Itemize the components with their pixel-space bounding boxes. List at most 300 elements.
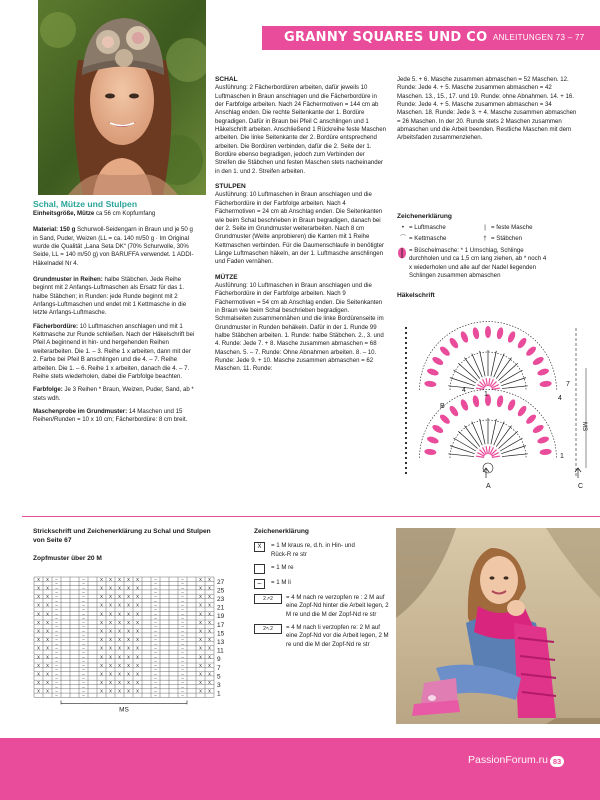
grid-symbol: X (127, 637, 130, 643)
grid-symbol: X (136, 645, 139, 651)
grid-symbol: – (154, 589, 157, 595)
bobble-stitch (496, 395, 504, 408)
grid-symbol: – (82, 581, 85, 587)
grid-symbol: – (55, 645, 58, 651)
mutze-heading: MÜTZE (215, 273, 238, 281)
grid-symbol: – (181, 607, 184, 612)
grid-symbol: – (55, 637, 58, 643)
grid-symbol: X (118, 645, 121, 651)
grid-symbol: – (55, 675, 58, 681)
left-chain-dot (405, 457, 407, 459)
grid-symbol: – (154, 645, 157, 651)
grid-symbol: X (118, 585, 121, 591)
grid-symbol: X (118, 671, 121, 677)
grid-symbol: – (82, 654, 85, 660)
grid-symbol: X (109, 585, 112, 591)
grid-symbol: X (118, 654, 121, 660)
stitch-line (502, 454, 528, 457)
grid-symbol: X (109, 602, 112, 608)
left-chain-dot (405, 347, 407, 349)
grid-symbol: – (82, 645, 85, 651)
grid-symbol: X (136, 662, 139, 668)
grid-symbol: X (199, 645, 202, 651)
bobble-stitch (472, 327, 480, 340)
inner-ray (486, 378, 487, 386)
grid-symbol: – (55, 602, 58, 608)
grid-symbol: X (199, 628, 202, 634)
grid-symbol: X (127, 662, 130, 668)
links-symbol: – (254, 579, 265, 589)
knit-legend-row-2 (254, 564, 389, 574)
right-column (397, 76, 577, 143)
bobble-stitch (496, 327, 504, 340)
left-chain-dot (405, 427, 407, 429)
grid-symbol: X (109, 576, 112, 582)
grid-symbol: X (37, 628, 40, 634)
left-chain-dot (405, 397, 407, 399)
left-chain-dot (405, 447, 407, 449)
crochet-legend-title: Zeichenerklärung (397, 213, 452, 220)
left-chain-dot (405, 417, 407, 419)
grid-symbol: – (154, 615, 157, 621)
row-label-4: 4 (462, 387, 466, 394)
zopf-rechts-label: = 4 M nach re verzopfen re : 2 M auf eine Zopf-Nd hinter die Arbeit legen, 2 M re und die M der Zopf-Nd re str (286, 594, 389, 618)
rechts-symbol (254, 564, 265, 574)
grid-symbol: X (127, 654, 130, 660)
grid-symbol: – (82, 589, 85, 595)
grid-symbol: – (181, 662, 184, 668)
grid-symbol: – (82, 576, 85, 582)
footer-bar (0, 738, 600, 800)
grid-symbol: X (37, 594, 40, 600)
grid-symbol: – (55, 589, 58, 595)
project-title: Schal, Mütze und Stulpen (33, 199, 138, 209)
grid-symbol: – (154, 576, 157, 582)
grid-symbol: – (82, 684, 85, 690)
row-number: 9 (217, 656, 221, 664)
grid-symbol: – (181, 667, 184, 673)
left-chain-dot (405, 337, 407, 339)
grid-symbol: – (154, 624, 157, 630)
grid-symbol: X (199, 611, 202, 617)
grid-symbol: X (46, 688, 49, 694)
size-text: ca 56 cm Kopfumfang (94, 210, 156, 217)
grid-symbol: – (82, 624, 85, 630)
bueschel-icon (397, 247, 409, 280)
grid-symbol: – (82, 680, 85, 686)
left-chain-dot (405, 407, 407, 409)
mutze-continued-text: Jede 5. + 6. Masche zusammen abmaschen = 52 Maschen. 12. Runde: Jede 4. + 5. Masche zusammen abmaschen = 42 Maschen. 13., 15., 17. und 19. Runde: ohne Abnahmen. 14. + 16. Runde: Jede 4. + 5. Masche zusammen abmaschen = 34 Maschen. 18. Runde: Jede 3. + 4. Masche zusammen abmaschen = 26 Maschen. In der 20. Runde stets 2 Maschen zusammen abmaschen und die Arbeit beenden. Restliche Maschen mit dem Arbeitsfaden zusammenziehen. (397, 76, 577, 142)
row-number: 13 (217, 639, 225, 646)
rechts-label: = 1 M re (271, 564, 294, 572)
left-chain-dot (405, 432, 407, 434)
grid-symbol: – (154, 667, 157, 673)
kettmasche-symbol: ⌒ (399, 234, 407, 242)
grid-symbol: X (118, 594, 121, 600)
grid-symbol: X (100, 654, 103, 660)
legend-row-1 (397, 224, 577, 232)
grid-symbol: – (154, 581, 157, 587)
grid-symbol: – (181, 671, 184, 677)
grid-symbol: X (37, 619, 40, 625)
schal-heading: SCHAL (215, 76, 238, 83)
grid-symbol: – (154, 684, 157, 690)
grid-symbol: X (136, 637, 139, 643)
grid-symbol: – (55, 611, 58, 617)
left-chain-dot (405, 342, 407, 344)
grid-symbol: X (136, 688, 139, 694)
stulpen-heading: STULPEN (215, 183, 246, 191)
row-number: 25 (217, 587, 225, 595)
grid-symbol: X (109, 611, 112, 617)
inner-ray (476, 388, 484, 389)
grid-symbol: – (181, 598, 184, 604)
grid-symbol: X (100, 576, 103, 582)
grid-symbol: – (181, 688, 184, 694)
grid-symbol: – (154, 598, 157, 604)
bueschel-label: = Büschelmasche: * 1 Umschlag, Schlinge durchholen und ca 1,5 cm lang ziehen, ab * noch 4 x wiederholen und alle auf der Nadel liegenden Schlingen zusammen abmaschen (409, 247, 547, 280)
crochet-chart (400, 318, 590, 496)
grid-symbol: – (82, 650, 85, 655)
stitch-line (502, 386, 528, 389)
bobble-stitch (516, 404, 528, 417)
row-number: 11 (217, 647, 224, 655)
bobble-stitch (426, 367, 439, 376)
grid-symbol: – (82, 607, 85, 612)
row-number: 1 (217, 690, 221, 698)
grid-symbol: – (55, 662, 58, 668)
grid-symbol: – (55, 632, 58, 638)
zopf-links-label: = 4 M nach li verzopfen re: 2 M auf eine Zopf-Nd vor die Arbeit legen, 2 M re und die M der Zopf-Nd re str (286, 624, 389, 648)
grid-symbol: – (55, 641, 58, 647)
feste-masche-symbol: | (484, 224, 486, 232)
left-chain-dot (405, 467, 407, 469)
grid-symbol: – (181, 693, 184, 698)
grid-symbol: X (127, 619, 130, 625)
knit-legend-row-3 (254, 579, 389, 589)
row-number: 3 (217, 682, 221, 689)
grid-symbol: X (136, 680, 139, 686)
grid-symbol: X (208, 602, 211, 608)
grid-symbol: X (118, 611, 121, 617)
grid-symbol: – (181, 641, 184, 647)
grid-symbol: X (118, 688, 121, 694)
staebchen-label: = Stäbchen (491, 234, 523, 242)
grid-symbol: – (181, 675, 184, 681)
grid-symbol: X (100, 619, 103, 625)
grid-symbol: X (127, 611, 130, 617)
grid-symbol: – (154, 662, 157, 668)
grid-symbol: – (154, 628, 157, 634)
grid-symbol: X (127, 628, 130, 634)
grid-symbol: X (100, 637, 103, 643)
row-label-1: 1 (484, 391, 488, 398)
kraus-label: = 1 M kraus re, d.h. in Hin- und Rück-R re str (271, 542, 355, 558)
left-chain-dot (405, 367, 407, 369)
grid-symbol: X (208, 611, 211, 617)
grid-symbol: X (100, 611, 103, 617)
material-text: Schurwoll-Seidengarn in Braun und je 50 g in Sand, Puder, Weizen (LL = ca. 140 m/50 g · Im Original wurde die Qualität „Lana Seta DK“ (70% Schurwolle, 30% Seide, LL = 140 m/50 g) von BARUFFA verwendet. 1 ADDI-Häkelnadel Nr 4. (33, 226, 194, 267)
bobble-stitch (532, 423, 545, 434)
grid-symbol: X (136, 585, 139, 591)
grid-symbol: X (199, 680, 202, 686)
knitting-chart (30, 573, 245, 713)
grid-symbol: – (154, 611, 157, 617)
grid-symbol: X (136, 594, 139, 600)
left-chain-dot (405, 402, 407, 404)
grid-symbol: X (109, 594, 112, 600)
grid-symbol: X (118, 576, 121, 582)
stitch-line (501, 446, 526, 454)
facher-text: 10 Luftmaschen anschlagen und mit 1 Kettmasche zur Runde schließen. Nach der Häkelschrift bei Pfeil A beginnend in hin- und hergehenden Reihen weiterarbeiten. Die 1. – 3. Reihe 1 x arbeiten, dann mit der 2. Farbe bei Pfeil B anschlingen und die 4. – 7. Reihe arbeiten. Die 1. – 6. Reihe 1 x arbeiten, danach die 4. – 7. Reihe stets wiederholen, dabei die Farbfolge beachten. (33, 322, 195, 380)
grid-symbol: X (46, 662, 49, 668)
bobble-stitch (516, 336, 528, 349)
material-label: Material: 150 g (33, 226, 76, 234)
grid-symbol: – (82, 675, 85, 681)
luftmasche-label: = Luftmasche (409, 224, 446, 232)
grid-symbol: – (82, 632, 85, 638)
inner-ray (489, 446, 490, 454)
bobble-stitch (537, 367, 550, 376)
probe-text: 14 Maschen und 15 Reihen/Runden = 10 x 10 cm; Fächerbordüre: 8 cm breit. (33, 407, 188, 424)
ring-start (483, 463, 493, 473)
legend-row-2 (397, 235, 577, 243)
grid-symbol: – (154, 641, 157, 647)
grid-symbol: – (181, 615, 184, 621)
bottom-title: Strickschrift und Zeichenerklärung zu Schal und Stulpen von Seite 67 (33, 528, 211, 544)
grid-symbol: X (208, 619, 211, 625)
knitting-legend (254, 528, 389, 649)
grid-symbol: X (199, 671, 202, 677)
grid-symbol: X (46, 611, 49, 617)
grid-symbol: X (46, 654, 49, 660)
grid-symbol: X (127, 645, 130, 651)
grid-symbol: X (199, 688, 202, 694)
grid-symbol: X (46, 619, 49, 625)
grid-symbol: – (82, 637, 85, 643)
page-number: 83 (550, 756, 564, 767)
row-number-1: 1 (560, 453, 564, 460)
grid-symbol: X (127, 594, 130, 600)
bobble-stitch (438, 345, 451, 357)
left-chain-dot (405, 387, 407, 389)
grid-symbol: – (82, 598, 85, 604)
grid-symbol: – (181, 585, 184, 591)
grid-symbol: – (55, 585, 58, 591)
grid-symbol: X (118, 662, 121, 668)
grid-symbol: – (82, 611, 85, 617)
grid-symbol: – (55, 688, 58, 694)
chart-title: Häkelschrift (397, 292, 435, 300)
grid-symbol: – (154, 594, 157, 600)
grid-symbol: X (109, 619, 112, 625)
bobble-stitch (506, 330, 516, 343)
grid-symbol: – (181, 611, 184, 617)
hat-photo (38, 0, 206, 195)
grid-symbol: X (136, 576, 139, 582)
grid-symbol: X (100, 662, 103, 668)
grid-symbol: X (37, 585, 40, 591)
grid-symbol: X (208, 585, 211, 591)
grid-symbol: – (82, 671, 85, 677)
zopf-links-symbol: 2↖2 (254, 624, 282, 634)
grid-symbol: X (109, 688, 112, 694)
grid-symbol: – (55, 619, 58, 625)
grid-symbol: – (55, 598, 58, 604)
luftmasche-symbol: • (401, 224, 405, 232)
feste-masche-label: = feste Masche (491, 224, 533, 232)
grid-symbol: X (109, 671, 112, 677)
grid-symbol: – (154, 654, 157, 660)
grid-symbol: X (100, 671, 103, 677)
grid-symbol: X (199, 602, 202, 608)
knit-legend-row-1 (254, 542, 389, 559)
left-chain-dot (405, 362, 407, 364)
grid-symbol: X (37, 602, 40, 608)
grid-symbol: – (154, 619, 157, 625)
grid-symbol: X (208, 654, 211, 660)
grid-symbol: – (55, 581, 58, 587)
grid-symbol: – (181, 589, 184, 595)
grid-symbol: X (136, 654, 139, 660)
bobble-stitch (459, 330, 469, 343)
grid-symbol: – (55, 615, 58, 621)
grid-symbol: – (55, 628, 58, 634)
grid-symbol: X (208, 671, 211, 677)
inner-ray (492, 456, 500, 457)
grid-symbol: X (136, 619, 139, 625)
grid-symbol: – (82, 615, 85, 621)
left-chain-dot (405, 372, 407, 374)
kraus-symbol: X (254, 542, 265, 552)
left-chain-dot (405, 382, 407, 384)
grid-symbol: X (208, 637, 211, 643)
grid-symbol: X (46, 680, 49, 686)
row-number: 5 (217, 673, 221, 681)
grid-symbol: X (199, 594, 202, 600)
stitch-line (448, 454, 474, 457)
grid-symbol: – (82, 594, 85, 600)
grid-symbol: X (46, 602, 49, 608)
row-number: 19 (217, 613, 225, 621)
bobble-stitch (539, 448, 552, 455)
grid-symbol: – (181, 602, 184, 608)
grid-symbol: X (127, 576, 130, 582)
grid-symbol: X (208, 576, 211, 582)
left-chain-dot (405, 332, 407, 334)
grid-symbol: X (136, 628, 139, 634)
header-banner (262, 26, 600, 50)
grid-symbol: X (46, 594, 49, 600)
grid-symbol: – (181, 645, 184, 651)
grid-symbol: X (118, 637, 121, 643)
grid-symbol: – (82, 658, 85, 664)
left-column (33, 199, 195, 430)
grid-symbol: X (37, 680, 40, 686)
links-label: = 1 M li (271, 579, 291, 587)
grid-symbol: X (37, 671, 40, 677)
row-number: 15 (217, 630, 225, 638)
grid-symbol: X (118, 602, 121, 608)
stitch-line (450, 378, 475, 386)
grid-symbol: X (109, 645, 112, 651)
probe-label: Maschenprobe im Grundmuster: (33, 407, 128, 415)
grid-symbol: X (199, 585, 202, 591)
row-number-7: 7 (566, 381, 570, 388)
stulpen-text: Ausführung: 10 Luftmaschen in Braun anschlagen und die Fächerbordüre in der Farbfolge arbeiten. Nach 4 Fächermotiven = 24 cm ab Anschlag enden. Die Seitenkanten wie beim Schal beschrieben in Braun begradigen, danach bei der 2. Seite im Grundmuster weiterarbeiten. Nach 8 cm Grundmuster (Weite anprobieren) die Kanten mit 1 Reihe Kettmaschen verbinden. Für die Daumenschlaufe in benötigter Länge Luftmaschen häkeln, an der 1. Luftmasche anschlingen und Faden vernähen. (215, 191, 385, 266)
grid-symbol: – (55, 624, 58, 630)
grid-symbol: X (46, 585, 49, 591)
bobble-stitch (472, 395, 480, 408)
grid-symbol: – (181, 680, 184, 686)
bobble-stitch (431, 355, 444, 366)
grid-symbol: – (55, 693, 58, 698)
grid-symbol: X (136, 611, 139, 617)
farbfolge-text: Je 3 Reihen * Braun, Weizen, Puder, Sand, ab * stets wdh. (33, 386, 194, 402)
grid-symbol: X (37, 654, 40, 660)
stitch-line (501, 378, 526, 386)
grid-symbol: X (37, 662, 40, 668)
bobble-stitch (438, 413, 451, 425)
row-number: 7 (217, 664, 221, 672)
grid-symbol: X (118, 680, 121, 686)
grid-symbol: X (127, 688, 130, 694)
grid-symbol: X (208, 662, 211, 668)
grid-symbol: X (100, 602, 103, 608)
left-chain-dot (405, 462, 407, 464)
grid-symbol: – (82, 628, 85, 634)
bottom-heading (33, 528, 223, 563)
girl-photo (396, 528, 600, 724)
row-number-4: 4 (558, 395, 562, 402)
bobble-stitch (448, 336, 460, 349)
inner-ray (489, 378, 490, 386)
knitting-legend-title: Zeichenerklärung (254, 528, 309, 535)
bobble-stitch (424, 380, 437, 387)
grid-symbol: – (154, 637, 157, 643)
grid-symbol: – (181, 650, 184, 655)
grid-symbol: X (109, 680, 112, 686)
grid-symbol: X (118, 628, 121, 634)
grid-symbol: – (181, 658, 184, 664)
grid-symbol: – (55, 667, 58, 673)
size-label: Einheitsgröße, Mütze (33, 210, 95, 217)
row-number: 17 (217, 621, 225, 629)
left-chain-dot (405, 377, 407, 379)
ms-label: MS (119, 706, 129, 713)
grid-symbol: – (55, 607, 58, 612)
grid-symbol: X (109, 662, 112, 668)
zopf-rechts-symbol: 2↗2 (254, 594, 282, 604)
watermark: PassionForum.ru (468, 754, 548, 766)
bobble-stitch (506, 398, 516, 411)
bobble-stitch (485, 326, 491, 338)
grid-symbol: X (46, 576, 49, 582)
schal-text: Ausführung: 2 Fächerbordüren arbeiten, dafür jeweils 10 Luftmaschen in Braun anschlagen und die Fächerbordüre in der Farbfolge arbeiten. Nach 24 Fächermotiven = 144 cm ab Anschlag enden. Die rechte Seitenkante der 1. Bordüre begradigen. Dafür in Braun bei Pfeil C anschlingen und 1 Häkelschrift arbeiten. Anschließend 1 Rückreihe feste Maschen arbeiten. Die linke Seitenkante der 2. Bordüre entsprechend arbeiten. Die Bordüren verbinden, dafür die 2. Seite der 1. Bordüre ebenso begradigen, jedoch zum Verbinden der Streifen die Stäbchen und festen Maschen stets nacheinander in den 1. und 2. Streifen arbeiten. (215, 84, 387, 175)
grid-symbol: – (154, 650, 157, 655)
left-chain-dot (405, 472, 407, 474)
grid-symbol: X (37, 611, 40, 617)
grid-symbol: X (37, 645, 40, 651)
zopf-title: Zopfmuster über 20 M (33, 555, 102, 562)
grid-symbol: – (82, 585, 85, 591)
grid-symbol: X (199, 662, 202, 668)
grid-symbol: – (55, 671, 58, 677)
left-chain-dot (405, 412, 407, 414)
grid-symbol: – (55, 654, 58, 660)
grid-symbol: – (154, 675, 157, 681)
inner-ray (492, 388, 500, 389)
